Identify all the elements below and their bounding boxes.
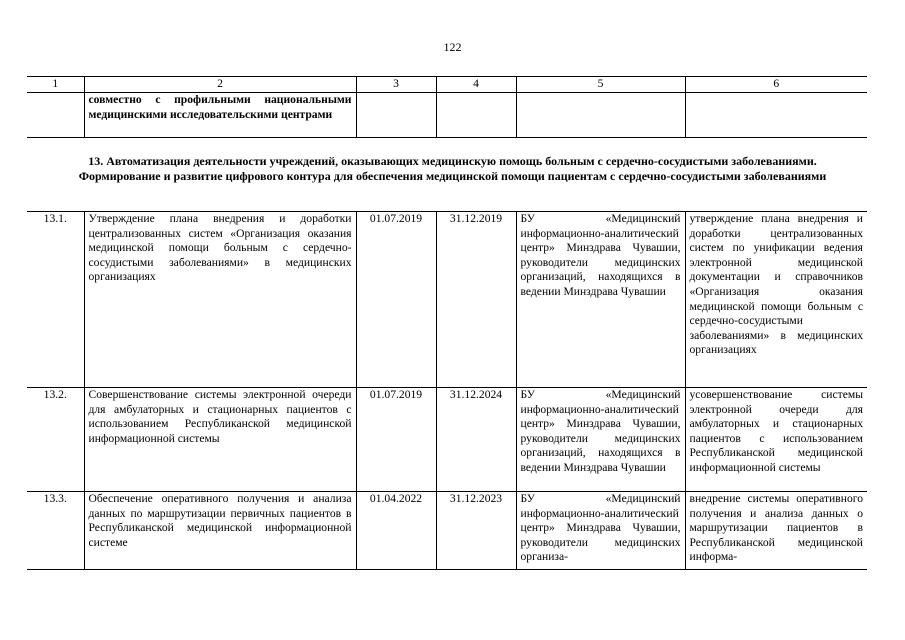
column-number: 5 bbox=[516, 77, 685, 93]
table-row bbox=[27, 492, 867, 570]
responsible-text: БУ «Медицинский информационно-аналитический центр» Минздрава Чувашии, руководители медицинских организаций, находящихся в ведении Минздрава Чувашии bbox=[516, 212, 685, 388]
start-date: 01.07.2019 bbox=[356, 388, 436, 492]
cell-result bbox=[685, 93, 867, 138]
end-date: 31.12.2023 bbox=[436, 492, 516, 570]
activity-text: Совершенствование системы электронной очереди для амбулаторных и стационарных пациентов с использованием Республиканской медицинской информационной системы bbox=[84, 388, 356, 492]
start-date: 01.07.2019 bbox=[356, 212, 436, 388]
section-title: 13. Автоматизация деятельности учреждений, оказывающих медицинскую помощь больным с сердечно-сосудистыми заболеваниями. Формирование и развитие цифрового контура для обеспечения медицинской помощи пациентам с сердечно-сосудистыми заболеваниями bbox=[78, 154, 827, 183]
activity-text: Утверждение плана внедрения и доработки централизованных систем «Организация оказания медицинской помощи больным с сердечно-сосудистыми заболеваниями» в медицинских организациях bbox=[84, 212, 356, 388]
column-number: 3 bbox=[356, 77, 436, 93]
row-number: 13.2. bbox=[27, 388, 84, 492]
column-number: 2 bbox=[84, 77, 356, 93]
result-text: усовершенствование системы электронной очереди для амбулаторных и стационарных пациентов с использованием Республиканской медицинской информационной системы bbox=[685, 388, 867, 492]
cell-end bbox=[436, 93, 516, 138]
cell-start bbox=[356, 93, 436, 138]
table-row bbox=[27, 212, 867, 388]
row-number: 13.1. bbox=[27, 212, 84, 388]
cell-num bbox=[27, 93, 84, 138]
result-text: утверждение плана внедрения и доработки централизованных систем по унификации ведения электронной медицинской документации и справочников «Организация оказания медицинской помощи больным с сердечно-сосудистыми заболеваниями» в медицинских организациях bbox=[685, 212, 867, 388]
start-date: 01.04.2022 bbox=[356, 492, 436, 570]
column-number: 1 bbox=[27, 77, 84, 93]
page-number: 122 bbox=[443, 40, 462, 54]
cell-responsible bbox=[516, 93, 685, 138]
activities-table bbox=[27, 211, 867, 570]
activity-text: Обеспечение оперативного получения и анализа данных по маршрутизации первичных пациентов в Республиканской медицинской информационной системе bbox=[84, 492, 356, 570]
column-number: 4 bbox=[436, 77, 516, 93]
continuation-row bbox=[27, 93, 867, 138]
result-text: внедрение системы оперативного получения и анализа данных о маршрутизации пациентов в Республиканской медицинской информа- bbox=[685, 492, 867, 570]
row-number: 13.3. bbox=[27, 492, 84, 570]
end-date: 31.12.2024 bbox=[436, 388, 516, 492]
table-row bbox=[27, 388, 867, 492]
cell-activity: совместно с профильными национальными медицинскими исследовательскими центрами bbox=[84, 93, 356, 138]
responsible-text: БУ «Медицинский информационно-аналитический центр» Минздрава Чувашии, руководители медицинских организа- bbox=[516, 492, 685, 570]
column-number: 6 bbox=[685, 77, 867, 93]
column-header-table bbox=[27, 76, 867, 138]
end-date: 31.12.2019 bbox=[436, 212, 516, 388]
responsible-text: БУ «Медицинский информационно-аналитический центр» Минздрава Чувашии, руководители медицинских организаций, находящихся в ведении Минздрава Чувашии bbox=[516, 388, 685, 492]
column-number-row bbox=[27, 77, 867, 93]
